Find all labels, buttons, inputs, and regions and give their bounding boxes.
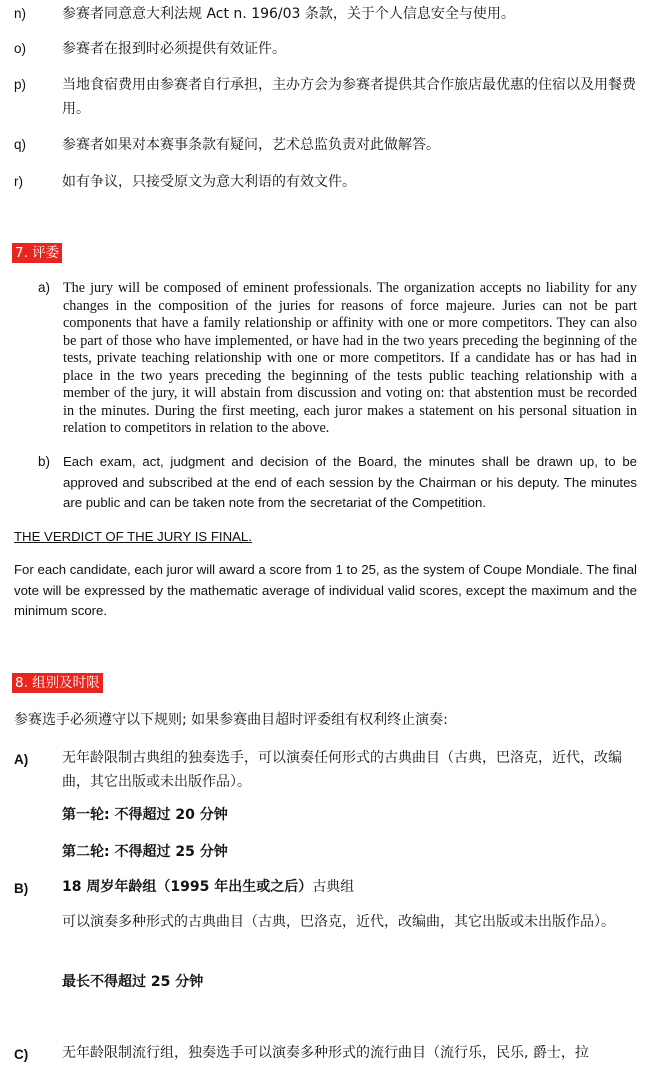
category-a-text: 无年龄限制古典组的独奏选手，可以演奏任何形式的古典曲目（古典，巴洛克，近代，改编曲，其它出版或未出版作品）。 (62, 750, 622, 790)
category-b-text: 可以演奏多种形式的古典曲目（古典，巴洛克，近代，改编曲，其它出版或未出版作品）。 (62, 914, 615, 930)
scoring-paragraph: For each candidate, each juror will award a score from 1 to 25, as the system of Coupe Mondiale. The final vote will be expressed by the mathematic average of individual valid scores, except the maximum and the minimum score. (14, 562, 637, 618)
list-marker-o: o) (14, 41, 27, 56)
section-8-intro: 参赛选手必须遵守以下规则; 如果参赛曲目超时评委组有权利终止演奏: (14, 712, 448, 728)
category-marker-b: B) (14, 881, 29, 896)
category-a-round-1: 第一轮: 不得超过 20 分钟 (62, 807, 228, 823)
list-marker-q: q) (14, 137, 27, 152)
list-item-n: 参赛者同意意大利法规 Act n. 196/03 条款，关于个人信息安全与使用。 (62, 6, 515, 22)
list-item-p: 当地食宿费用由参赛者自行承担，主办方会为参赛者提供其合作旅店最优惠的住宿以及用餐费用。 (62, 77, 636, 117)
jury-item-marker-a: a) (38, 280, 51, 295)
section-7-heading: 7. 评委 (12, 243, 62, 263)
category-a-round-2: 第二轮: 不得超过 25 分钟 (62, 844, 228, 860)
category-c-text: 无年龄限制流行组，独奏选手可以演奏多种形式的流行曲目（流行乐，民乐, 爵士，拉 (62, 1045, 589, 1061)
list-marker-p: p) (14, 77, 27, 92)
category-b-title-bold: 18 周岁年龄组（1995 年出生或之后） (62, 879, 313, 895)
jury-item-a: The jury will be composed of eminent professionals. The organization accepts no liability for any changes in the composition of the juries for reasons of force majeure. Juries can not be part components that have a family relationship or affinity with one or more competitors. They can also be part of those who have implemented, or have had in the two years preceding the beginning of the tests, private teaching relationship with one or more competitors. If a candidate has or has had in place in the two years preceding the beginning of the tests public teaching relationship with a member of the jury, it will abstain from discussion and voting on: that abstention must be recorded in the minutes. During the first meeting, each juror makes a statement on his personal situation in relation to competitors in relation to the above. (63, 280, 637, 436)
list-item-o: 参赛者在报到时必须提供有效证件。 (62, 41, 286, 57)
category-b-limit: 最长不得超过 25 分钟 (62, 974, 204, 990)
jury-item-marker-b: b) (38, 454, 51, 469)
list-item-q: 参赛者如果对本赛事条款有疑问，艺术总监负责对此做解答。 (62, 137, 440, 153)
category-marker-a: A) (14, 752, 29, 767)
list-marker-n: n) (14, 6, 27, 21)
category-b-title-rest: 古典组 (312, 879, 355, 895)
category-b-title (62, 875, 638, 899)
section-8-heading: 8. 组别及时限 (12, 673, 103, 693)
verdict-statement: THE VERDICT OF THE JURY IS FINAL. (14, 529, 252, 544)
list-item-r: 如有争议，只接受原文为意大利语的有效文件。 (62, 174, 356, 190)
list-marker-r: r) (14, 174, 23, 189)
category-marker-c: C) (14, 1047, 29, 1062)
jury-item-b: Each exam, act, judgment and decision of the Board, the minutes shall be drawn up, to be approved and subscribed at the end of each session by the Chairman or his deputy. The minutes are public and can be taken note from the secretariat of the Competition. (63, 454, 637, 510)
